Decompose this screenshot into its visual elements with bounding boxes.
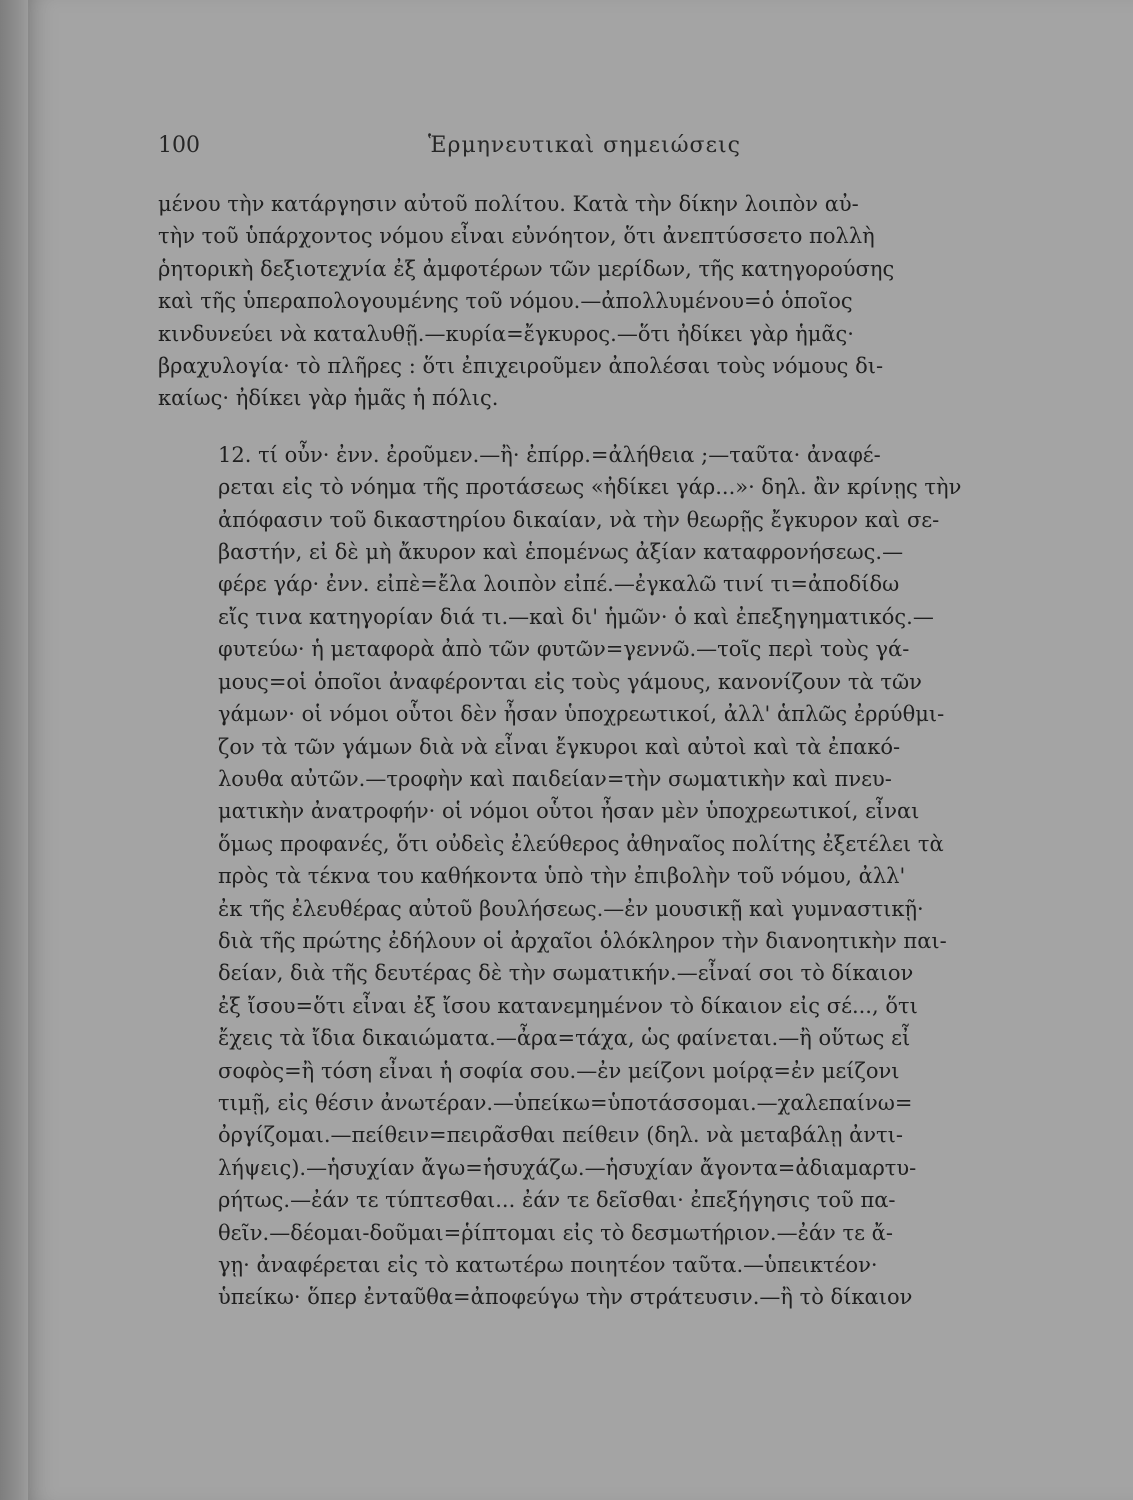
text-line: βραχυλογία· τὸ πλῆρες : ὅτι ἐπιχειροῦμεν ἀπολέσαι τοὺς νόμους δι- — [158, 354, 884, 379]
text-line: ὅμως προφανές, ὅτι οὐδεὶς ἐλεύθερος ἀθηναῖος πολίτης ἐξετέλει τὰ — [218, 831, 944, 856]
text-line: καὶ τῆς ὑπεραπολογουμένης τοῦ νόμου.—ἀπολλυμένου=ὁ ὁποῖος — [158, 289, 853, 314]
text-line: λήψεις).—ἡσυχίαν ἄγω=ἡσυχάζω.—ἡσυχίαν ἄγοντα=ἀδιαμαρτυ- — [218, 1155, 917, 1180]
text-line: ῥητορικὴ δεξιοτεχνία ἐξ ἀμφοτέρων τῶν μερίδων, τῆς κατηγορούσης — [158, 256, 895, 281]
text-line: ματικὴν ἀνατροφήν· οἱ νόμοι οὗτοι ἦσαν μὲν ὑποχρεωτικοί, εἶναι — [218, 799, 920, 824]
text-line: ὑπείκω· ὅπερ ἐνταῦθα=ἀποφεύγω τὴν στράτευσιν.—ἢ τὸ δίκαιον — [218, 1285, 913, 1310]
page-body — [158, 188, 1088, 1314]
text-line: ρήτως.—ἐάν τε τύπτεσθαι... ἐάν τε δεῖσθαι· ἐπεξήγησις τοῦ πα- — [218, 1188, 896, 1213]
text-line: θεῖν.—δέομαι-δοῦμαι=ῥίπτομαι εἰς τὸ δεσμωτήριον.—ἐάν τε ἄ- — [218, 1220, 893, 1245]
text-line: καίως· ἠδίκει γὰρ ἡμᾶς ἡ πόλις. — [158, 386, 499, 411]
book-gutter — [0, 0, 28, 1500]
paragraph-1 — [158, 188, 1088, 415]
text-line: φέρε γάρ· ἐνν. εἰπὲ=ἔλα λοιπὸν εἰπέ.—ἐγκαλῶ τινί τι=ἀποδίδω — [218, 572, 900, 597]
text-line: λουθα αὐτῶν.—τροφὴν καὶ παιδείαν=τὴν σωματικὴν καὶ πνευ- — [218, 766, 892, 791]
text-line: ἔχεις τὰ ἴδια δικαιώματα.—ἆρα=τάχα, ὡς φαίνεται.—ἢ οὕτως εἶ — [218, 1026, 911, 1051]
text-line: ζον τὰ τῶν γάμων διὰ νὰ εἶναι ἔγκυροι καὶ αὐτοὶ καὶ τὰ ἐπακό- — [218, 734, 901, 759]
text-line: μένου τὴν κατάργησιν αὐτοῦ πολίτου. Κατὰ τὴν δίκην λοιπὸν αὐ- — [158, 192, 859, 216]
text-line: 12. τί οὖν· ἐνν. ἐροῦμεν.—ἢ· ἐπίρρ.=ἀλήθεια ;—ταῦτα· ἀναφέ- — [218, 442, 881, 467]
text-line: ἐξ ἴσου=ὅτι εἶναι ἐξ ἴσου κατανεμημένον τὸ δίκαιον εἰς σέ..., ὅτι — [218, 993, 918, 1018]
text-line: τιμῇ, εἰς θέσιν ἀνωτέραν.—ὑπείκω=ὑποτάσσομαι.—χαλεπαίνω= — [218, 1090, 913, 1115]
text-line: γῃ· ἀναφέρεται εἰς τὸ κατωτέρω ποιητέον ταῦτα.—ὑπεικτέον· — [218, 1253, 878, 1277]
paragraph-2 — [158, 439, 1088, 1314]
text-line: ρεται εἰς τὸ νόημα τῆς προτάσεως «ἠδίκει γάρ...»· δηλ. ἂν κρίνῃς τὴν — [218, 475, 962, 500]
text-line: βαστήν, εἰ δὲ μὴ ἄκυρον καὶ ἑπομένως ἀξίαν καταφρονήσεως.— — [218, 540, 904, 565]
text-line: δείαν, διὰ τῆς δευτέρας δὲ τὴν σωματικήν.—εἶναί σοι τὸ δίκαιον — [218, 961, 914, 986]
text-line: μους=οἱ ὁποῖοι ἀναφέρονται εἰς τοὺς γάμους, κανονίζουν τὰ τῶν — [218, 669, 922, 694]
page-header — [158, 133, 898, 169]
text-line: φυτεύω· ἡ μεταφορὰ ἀπὸ τῶν φυτῶν=γεννῶ.—τοῖς περὶ τοὺς γά- — [218, 637, 910, 662]
text-line: εἴς τινα κατηγορίαν διά τι.—καὶ δι' ἡμῶν· ὁ καὶ ἐπεξηγηματικός.— — [218, 604, 934, 629]
text-line: κινδυνεύει νὰ καταλυθῇ.—κυρία=ἔγκυρος.—ὅτι ἠδίκει γὰρ ἡμᾶς· — [158, 321, 854, 346]
text-line: διὰ τῆς πρώτης ἐδήλουν οἱ ἀρχαῖοι ὁλόκληρον τὴν διανοητικὴν παι- — [218, 928, 947, 953]
text-line: γάμων· οἱ νόμοι οὗτοι δὲν ἦσαν ὑποχρεωτικοί, ἀλλ' ἁπλῶς ἐρρύθμι- — [218, 702, 945, 727]
text-line: ὀργίζομαι.—πείθειν=πειρᾶσθαι πείθειν (δηλ. νὰ μεταβάλῃ ἀντι- — [218, 1123, 904, 1148]
page-number: 100 — [158, 133, 200, 158]
text-line: ἐκ τῆς ἐλευθέρας αὐτοῦ βουλήσεως.—ἐν μουσικῇ καὶ γυμναστικῇ· — [218, 896, 924, 921]
text-line: σοφὸς=ἢ τόση εἶναι ἡ σοφία σου.—ἐν μείζονι μοίρᾳ=ἐν μείζονι — [218, 1058, 900, 1083]
text-line: ἀπόφασιν τοῦ δικαστηρίου δικαίαν, νὰ τὴν θεωρῇς ἔγκυρον καὶ σε- — [218, 507, 940, 532]
text-line: τὴν τοῦ ὑπάρχοντος νόμου εἶναι εὐνόητον, ὅτι ἀνεπτύσσετο πολλὴ — [158, 224, 875, 249]
running-title: Ἑρμηνευτικαὶ σημειώσεις — [428, 133, 741, 158]
text-line: πρὸς τὰ τέκνα του καθήκοντα ὑπὸ τὴν ἐπιβολὴν τοῦ νόμου, ἀλλ' — [218, 864, 906, 889]
